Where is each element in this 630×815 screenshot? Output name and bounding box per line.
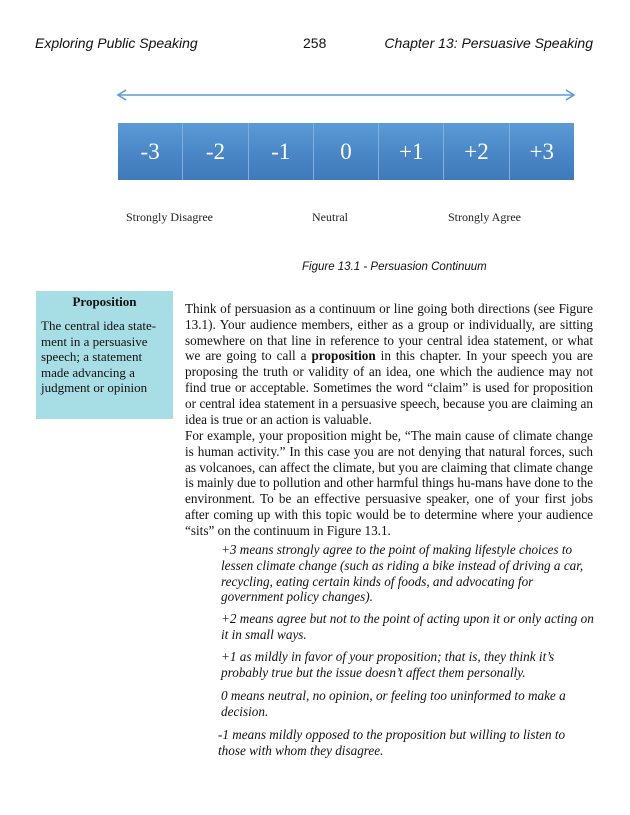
scale-cell: +3 (510, 123, 574, 180)
scale-cell: +2 (444, 123, 509, 180)
double-arrow-icon (115, 88, 577, 102)
paragraph-example-proposition: For example, your proposition might be, “The main cause of climate change is human activity.” In this case you are not denying that natural forces, such as volcanoes, can affect the climate, but you are claiming that climate change is mainly due to pollution and other harmful things hu-mans have done to the environment. To be an effective persuasive speaker, one of your first jobs after coming up with this topic would be to determine where your audience “sits” on the continuum in Figure 13.1. (185, 428, 593, 538)
chapter-title: Chapter 13: Persuasive Speaking (384, 35, 593, 51)
scale-label-strongly-disagree: Strongly Disagree (126, 210, 213, 224)
scale-explanation-minus-1: -1 means mildly opposed to the proposition but willing to listen to those with whom they disagree. (218, 727, 566, 758)
sidebar-title: Proposition (72, 294, 137, 309)
scale-cell: +1 (379, 123, 444, 180)
term-proposition: proposition (311, 348, 376, 364)
page-number: 258 (303, 35, 327, 51)
scale-cell: 0 (314, 123, 379, 180)
scale-cell: -2 (183, 123, 248, 180)
scale-explanation-plus-3: +3 means strongly agree to the point of making lifestyle choices to lessen climate change (such as riding a bike instead of driving a car, recycling, eating certain kinds of foods, and advocating for government policy changes). (221, 542, 584, 605)
scale-cell: -3 (118, 123, 183, 180)
scale-label-neutral: Neutral (312, 210, 348, 224)
scale-explanation-zero: 0 means neutral, no opinion, or feeling too uninformed to make a decision. (221, 688, 566, 719)
scale-cell: -1 (249, 123, 314, 180)
sidebar-definition: The central idea state-ment in a persuasive speech; a statement made advancing a judgment or opinion (41, 318, 157, 395)
definition-sidebar (36, 291, 173, 419)
paragraph-persuasion-continuum: Think of persuasion as a continuum or line going both directions (see Figure 13.1). Your audience members, either as a group or individually, are sitting somewhere on that line in reference to your central idea statement, or what we are going to call a proposition in this chapter. In your speech you are proposing the truth or validity of an idea, one which the audience may not find true or acceptable. Sometimes the word “claim” is used for proposition or central idea statement in a persuasive speech, because you are claiming an idea is true or an action is valuable. (185, 301, 593, 427)
scale-explanation-plus-1: +1 as mildly in favor of your proposition; that is, they think it’s probably true but the issue doesn’t affect them personally. (221, 649, 555, 680)
scale-label-strongly-agree: Strongly Agree (448, 210, 521, 224)
scale-explanation-plus-2: +2 means agree but not to the point of acting upon it or only acting on it in small ways. (221, 611, 594, 642)
book-title: Exploring Public Speaking (35, 35, 198, 51)
persuasion-scale (118, 123, 574, 180)
figure-caption: Figure 13.1 - Persuasion Continuum (302, 261, 487, 273)
